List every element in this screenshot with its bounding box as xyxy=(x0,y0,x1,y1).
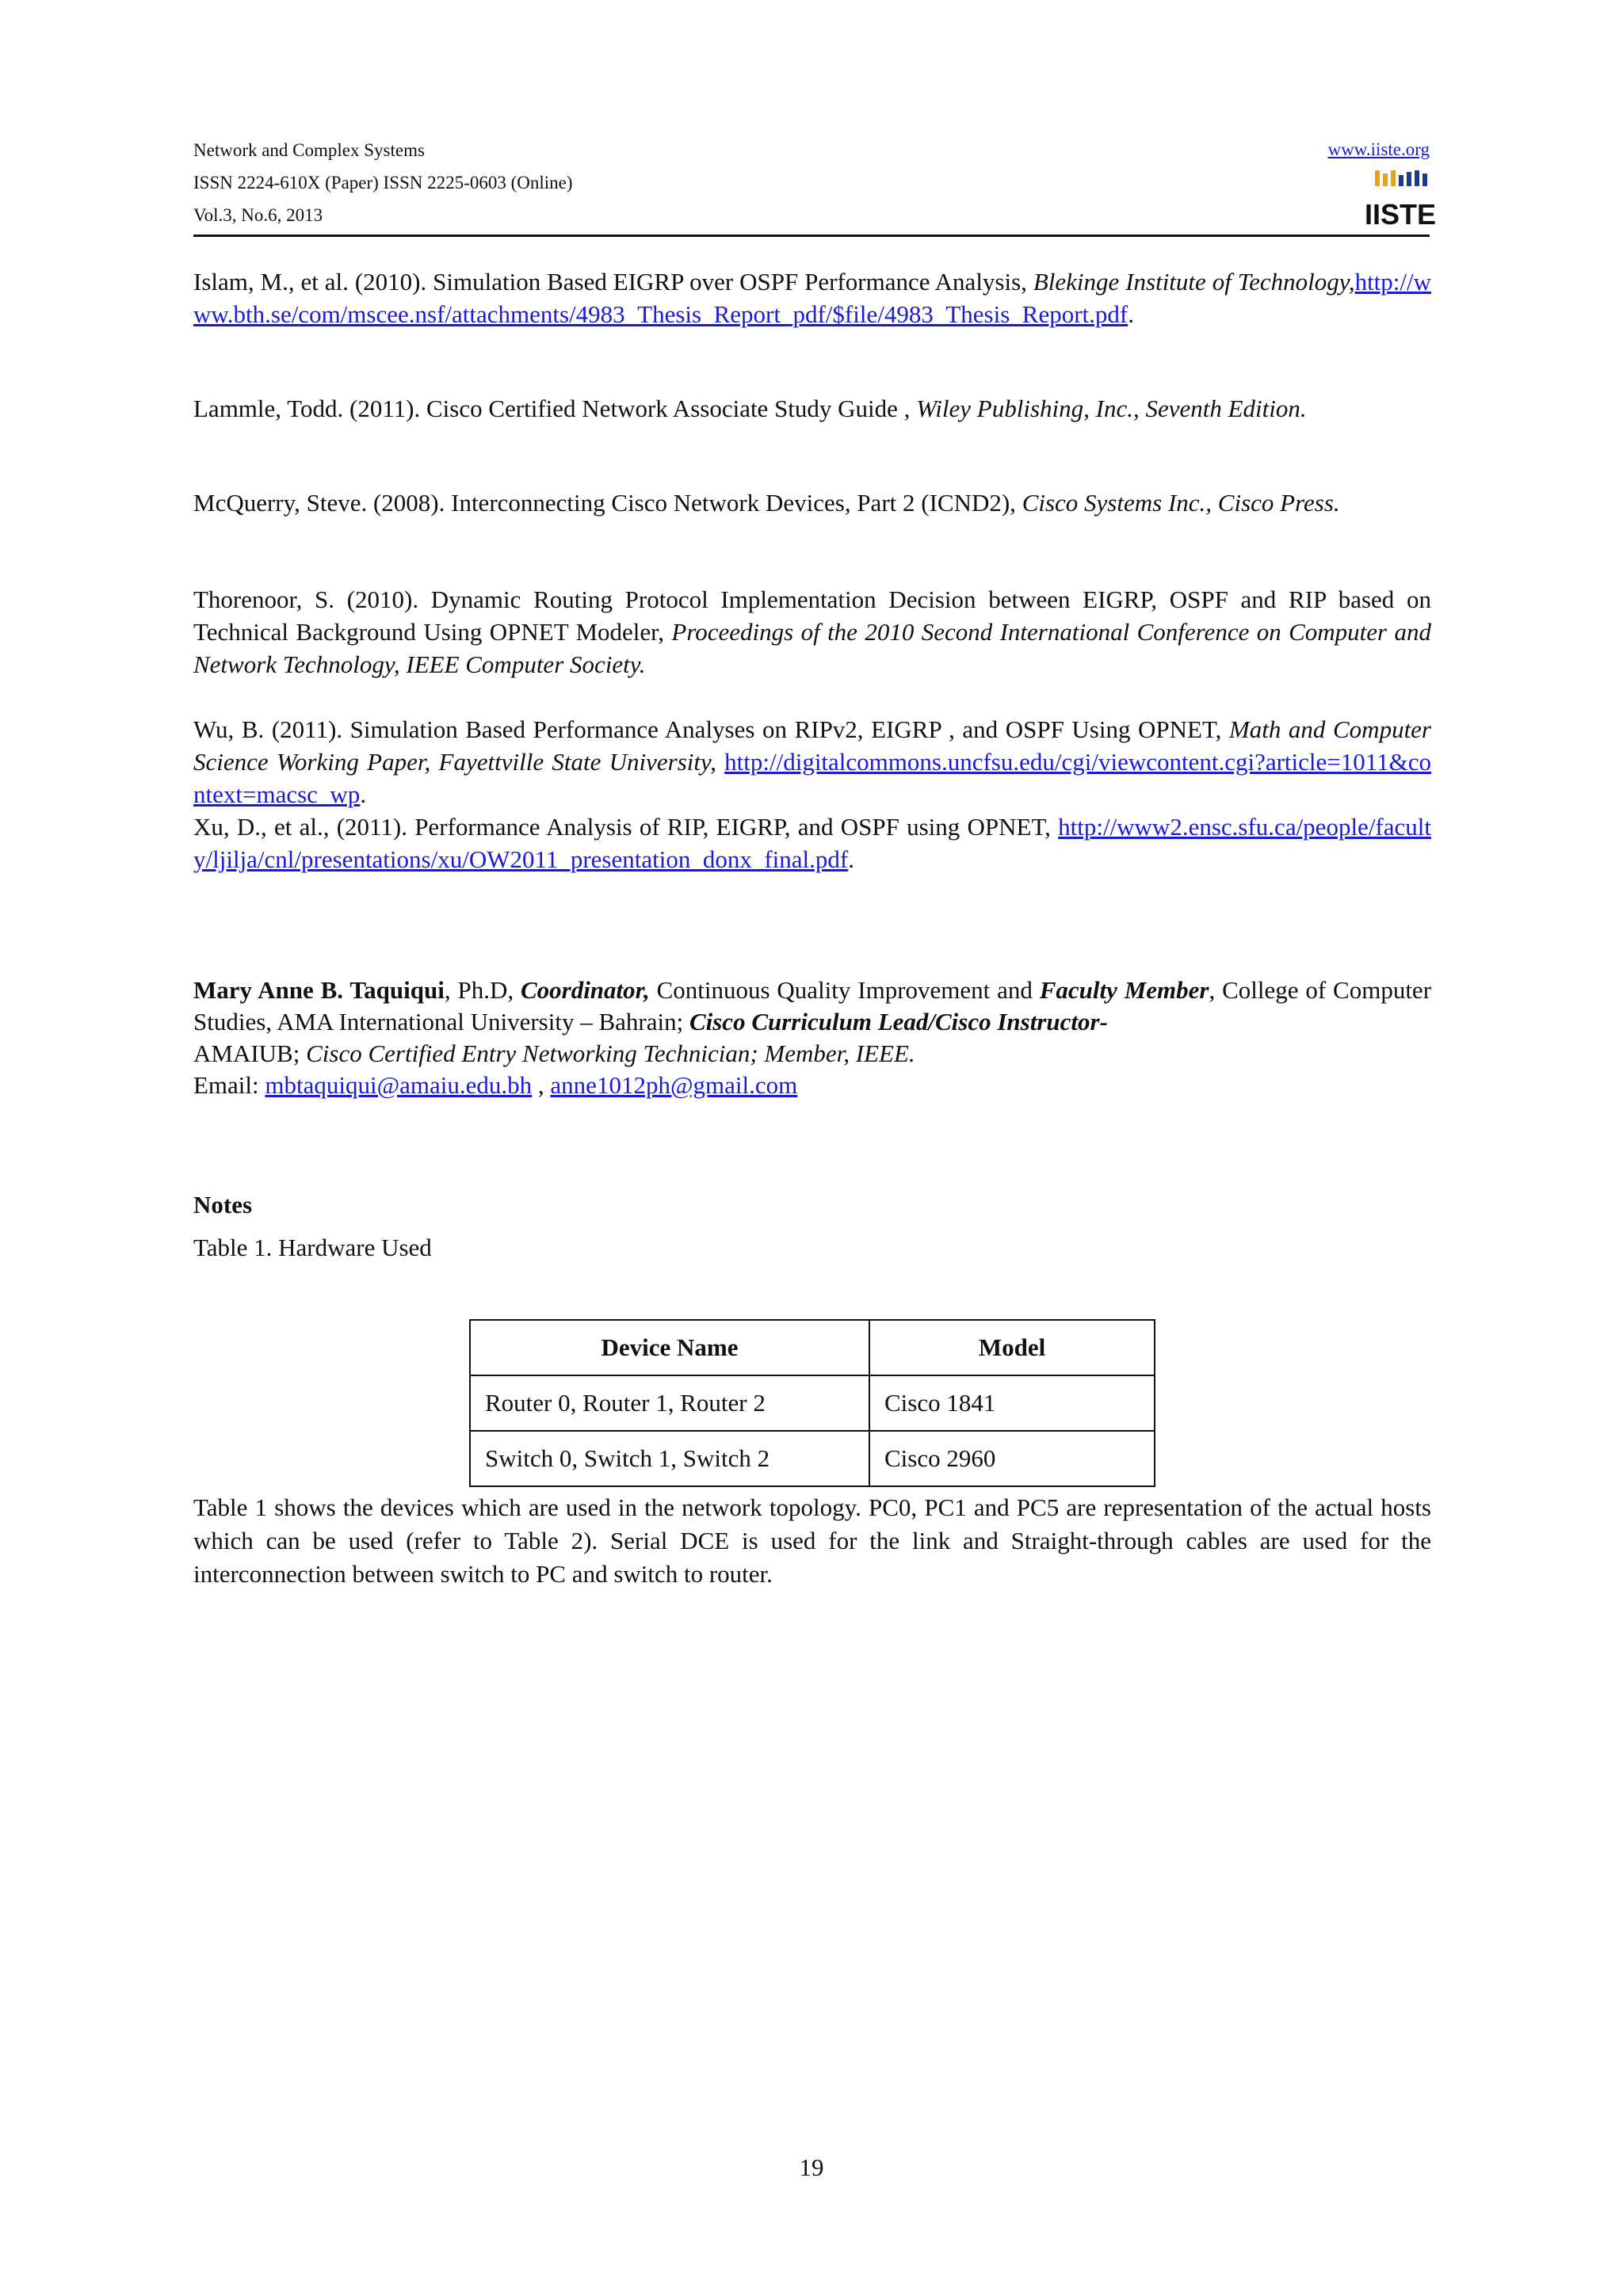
header-divider xyxy=(193,235,1430,237)
journal-url-link[interactable]: www.iiste.org xyxy=(1327,139,1430,159)
reference-item: Lammle, Todd. (2011). Cisco Certified Network Associate Study Guide , Wiley Publishing, Inc., Seventh Edition. xyxy=(193,395,1307,422)
journal-name: Network and Complex Systems xyxy=(193,140,425,160)
page-number: 19 xyxy=(799,2153,824,2181)
iiste-logo xyxy=(1364,170,1437,231)
column-header: Model xyxy=(869,1320,1155,1375)
table-cell: Cisco 2960 xyxy=(869,1431,1155,1486)
table-description: Table 1 shows the devices which are used in the network topology. PC0, PC1 and PC5 are representation of the actual hosts which can be used (refer to Table 2). Serial DCE is used for the link and Straight-through cables are used for the interconnection between switch to PC and switch to router. xyxy=(193,1493,1431,1588)
email-link-1[interactable]: mbtaquiqui@amaiu.edu.bh xyxy=(265,1071,533,1099)
logo-wordmark: IISTE xyxy=(1364,198,1437,231)
table-row xyxy=(470,1375,1155,1431)
table-cell: Cisco 1841 xyxy=(869,1375,1155,1431)
column-header: Device Name xyxy=(470,1320,869,1375)
reference-item: Islam, M., et al. (2010). Simulation Based EIGRP over OSPF Performance Analysis, Blekinge Institute of Technology,http://www.bth.se/com/mscee.nsf/attachments/4983_Thesis_Report_pdf/$file/4983_Thesis_Report.pdf. xyxy=(193,268,1432,328)
reference-item: McQuerry, Steve. (2008). Interconnecting Cisco Network Devices, Part 2 (ICND2), Cisco Systems Inc., Cisco Press. xyxy=(193,489,1340,517)
reference-link[interactable]: http://digitalcommons.uncfsu.edu/cgi/viewcontent.cgi?article=1011&context=macsc_wp xyxy=(193,748,1431,808)
reference-link[interactable]: http://www2.ensc.sfu.ca/people/faculty/ljilja/cnl/presentations/xu/OW2011_presentation_donx_final.pdf xyxy=(193,813,1431,873)
notes-heading: Notes xyxy=(193,1191,253,1219)
email-line: Email: mbtaquiqui@amaiu.edu.bh , anne1012ph@gmail.com xyxy=(193,1071,798,1099)
table-cell: Switch 0, Switch 1, Switch 2 xyxy=(470,1431,869,1486)
reference-item: Xu, D., et al., (2011). Performance Analysis of RIP, EIGRP, and OSPF using OPNET, http://www2.ensc.sfu.ca/people/faculty/ljilja/cnl/presentations/xu/OW2011_presentation_donx_final.pdf. xyxy=(193,813,1431,873)
table-header-row xyxy=(470,1320,1155,1375)
email-link-2[interactable]: anne1012ph@gmail.com xyxy=(550,1071,798,1099)
table-caption: Table 1. Hardware Used xyxy=(193,1234,432,1261)
reference-link[interactable]: http://www.bth.se/com/mscee.nsf/attachments/4983_Thesis_Report_pdf/$file/4983_Thesis_Report.pdf xyxy=(193,268,1432,328)
reference-item: Thorenoor, S. (2010). Dynamic Routing Protocol Implementation Decision between EIGRP, OSPF and RIP based on Technical Background Using OPNET Modeler, Proceedings of the 2010 Second International Conference on Computer and Network Technology, IEEE Computer Society. xyxy=(193,585,1431,678)
volume-line: Vol.3, No.6, 2013 xyxy=(193,205,323,225)
issn-line: ISSN 2224-610X (Paper) ISSN 2225-0603 (Online) xyxy=(193,173,573,193)
reference-item: Wu, B. (2011). Simulation Based Performance Analyses on RIPv2, EIGRP , and OSPF Using OPNET, Math and Computer Science Working Paper, Fayettville State University, http://digitalcommons.uncfsu.edu/cgi/viewcontent.cgi?article=1011&context=macsc_wp. xyxy=(193,715,1432,808)
table-row xyxy=(470,1431,1155,1486)
table-cell: Router 0, Router 1, Router 2 xyxy=(470,1375,869,1431)
author-bio: Mary Anne B. Taquiqui, Ph.D, Coordinator, Continuous Quality Improvement and Faculty Member, College of Computer Studies, AMA International University – Bahrain; Cisco Curriculum Lead/Cisco Instructor- AMAIUB; Cisco Certified Entry Networking Technician; Member, IEEE. Email: mbtaquiqui@amaiu.edu.bh , anne1012ph@gmail.com xyxy=(193,976,1432,1099)
author-name: Mary Anne B. Taquiqui xyxy=(193,976,445,1004)
hardware-table xyxy=(469,1319,1155,1487)
